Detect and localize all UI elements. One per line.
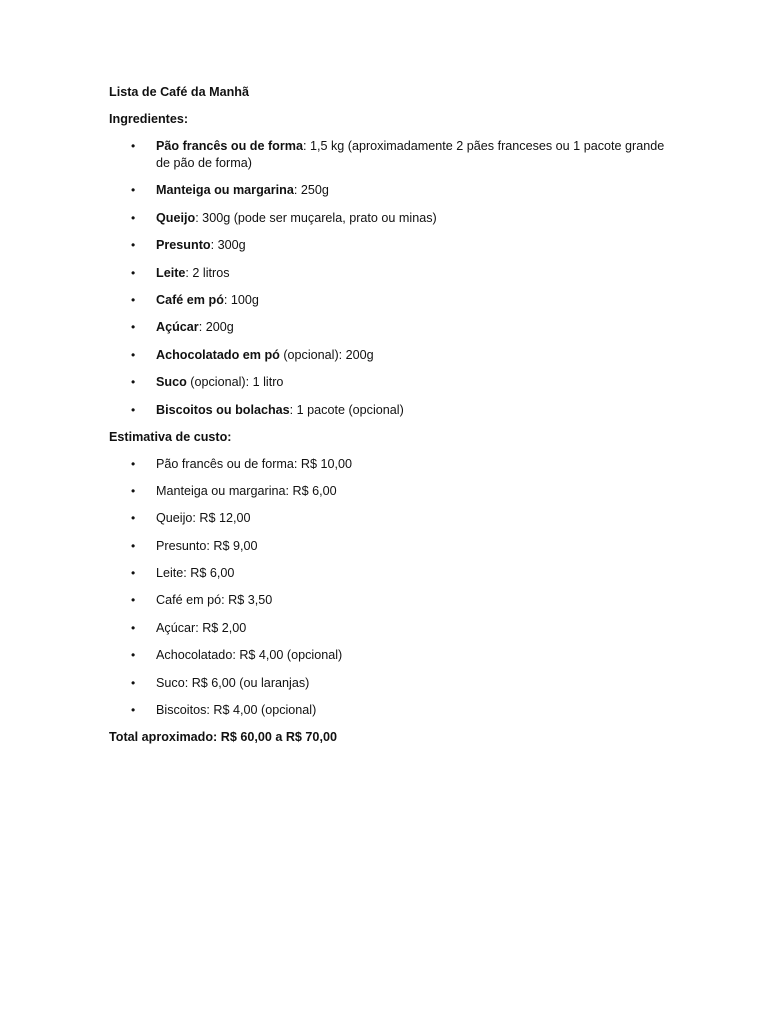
cost-item <box>109 456 669 473</box>
cost-text: Café em pó: R$ 3,50 <box>156 593 273 608</box>
bullet-marker: • <box>131 320 136 335</box>
ingredients-list <box>109 138 669 419</box>
cost-text: Açúcar: R$ 2,00 <box>156 620 247 635</box>
cost-text: Manteiga ou margarina: R$ 6,00 <box>156 483 337 498</box>
bullet-marker: • <box>131 265 136 280</box>
ingredient-name: Açúcar <box>156 320 199 335</box>
ingredient-detail: (opcional): 1 litro <box>186 375 284 390</box>
cost-item <box>109 592 669 609</box>
ingredient-detail: : 100g <box>223 292 259 307</box>
ingredient-detail: : 1,5 kg (aproximadamente 2 pães franceses ou 1 pacote grande de pão de forma) <box>156 139 665 170</box>
bullet-marker: • <box>131 456 136 471</box>
bullet-marker: • <box>131 210 136 225</box>
bullet-marker: • <box>131 292 136 307</box>
document-body <box>109 84 669 746</box>
cost-list <box>109 456 669 720</box>
cost-text: Pão francês ou de forma: R$ 10,00 <box>156 456 353 471</box>
ingredient-item <box>109 265 669 282</box>
bullet-marker: • <box>131 402 136 417</box>
cost-text: Queijo: R$ 12,00 <box>156 511 251 526</box>
ingredient-detail: : 200g <box>198 320 234 335</box>
bullet-marker: • <box>131 375 136 390</box>
cost-item <box>109 620 669 637</box>
bullet-marker: • <box>131 593 136 608</box>
ingredient-name: Manteiga ou margarina <box>156 183 294 198</box>
ingredient-detail: : 300g <box>210 238 246 253</box>
cost-item <box>109 702 669 719</box>
ingredient-item <box>109 402 669 419</box>
cost-text: Achocolatado: R$ 4,00 (opcional) <box>156 648 343 663</box>
bullet-marker: • <box>131 139 136 153</box>
bullet-marker: • <box>131 675 136 690</box>
ingredient-item <box>109 347 669 364</box>
cost-item <box>109 565 669 582</box>
cost-item <box>109 483 669 500</box>
bullet-marker: • <box>131 483 136 498</box>
cost-estimate-heading: Estimativa de custo: <box>109 429 232 444</box>
bullet-marker: • <box>131 648 136 663</box>
bullet-marker: • <box>131 538 136 553</box>
cost-text: Leite: R$ 6,00 <box>156 566 235 581</box>
ingredient-detail: : 250g <box>293 183 329 198</box>
ingredient-detail: : 1 pacote (opcional) <box>289 402 404 417</box>
ingredient-item <box>109 292 669 309</box>
ingredient-name: Biscoitos ou bolachas <box>156 402 290 417</box>
cost-text: Presunto: R$ 9,00 <box>156 538 258 553</box>
ingredient-item <box>109 182 669 199</box>
ingredient-item <box>109 138 669 172</box>
bullet-marker: • <box>131 620 136 635</box>
cost-item <box>109 538 669 555</box>
ingredient-item <box>109 237 669 254</box>
ingredient-detail: : 300g (pode ser muçarela, prato ou minas) <box>195 210 437 225</box>
cost-item <box>109 647 669 664</box>
ingredient-detail: : 2 litros <box>185 265 230 280</box>
ingredient-name: Presunto <box>156 238 211 253</box>
ingredient-name: Leite <box>156 265 186 280</box>
bullet-marker: • <box>131 238 136 253</box>
cost-item <box>109 675 669 692</box>
total-estimate: Total aproximado: R$ 60,00 a R$ 70,00 <box>109 730 337 745</box>
ingredient-name: Achocolatado em pó <box>156 347 280 362</box>
ingredient-item <box>109 210 669 227</box>
ingredient-name: Suco <box>156 375 187 390</box>
ingredient-name: Café em pó <box>156 292 224 307</box>
bullet-marker: • <box>131 511 136 526</box>
ingredient-name: Queijo <box>156 210 196 225</box>
ingredient-detail: (opcional): 200g <box>279 347 374 362</box>
bullet-marker: • <box>131 183 136 198</box>
bullet-marker: • <box>131 347 136 362</box>
cost-text: Biscoitos: R$ 4,00 (opcional) <box>156 703 317 718</box>
ingredients-heading: Ingredientes: <box>109 112 189 126</box>
bullet-marker: • <box>131 703 136 718</box>
ingredient-name: Pão francês ou de forma <box>156 139 303 153</box>
ingredient-item <box>109 319 669 336</box>
ingredient-item <box>109 374 669 391</box>
document-title: Lista de Café da Manhã <box>109 85 249 99</box>
bullet-marker: • <box>131 566 136 581</box>
cost-item <box>109 510 669 527</box>
cost-text: Suco: R$ 6,00 (ou laranjas) <box>156 675 310 690</box>
